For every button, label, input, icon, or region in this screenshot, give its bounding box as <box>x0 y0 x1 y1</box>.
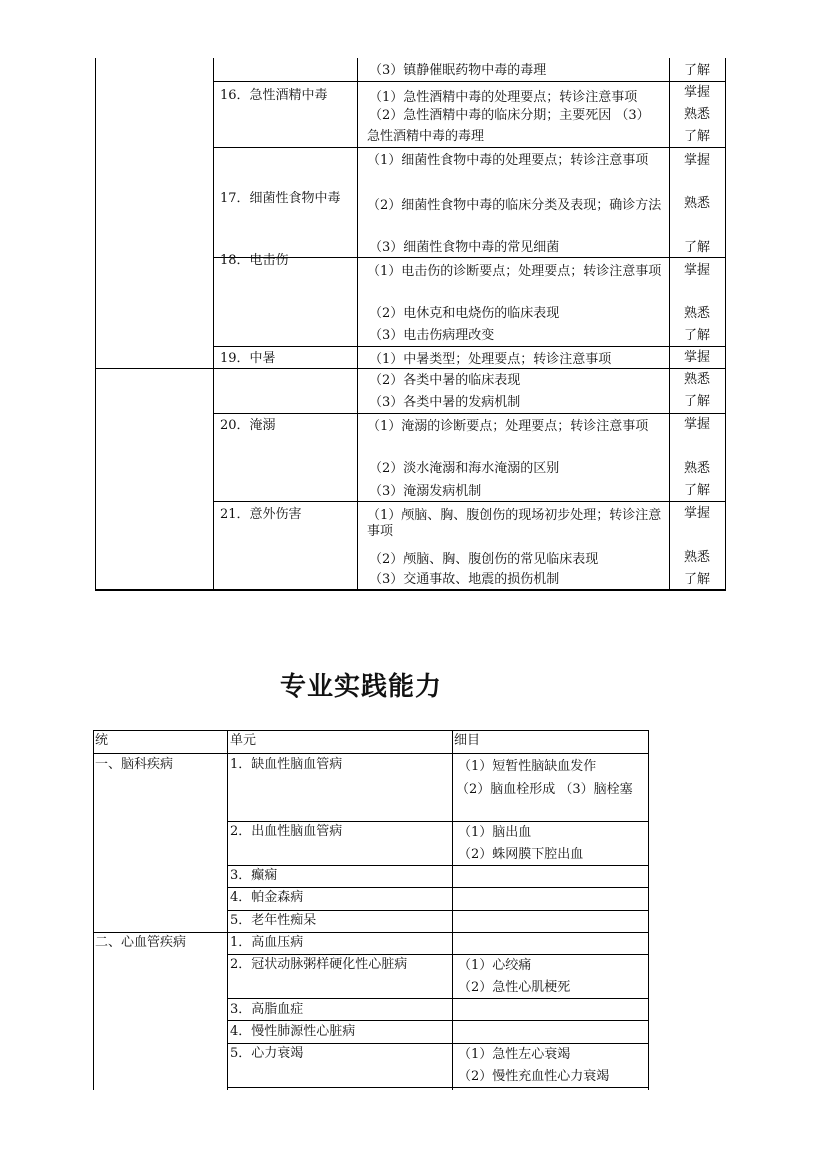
item-text: （3）交通事故、地震的损伤机制 <box>369 572 560 587</box>
level-badge: 掌握 <box>684 153 711 168</box>
item-text: （1）淹溺的诊断要点；处理要点；转诊注意事项 <box>367 419 649 434</box>
table-rule <box>213 501 726 502</box>
table-rule <box>93 730 649 731</box>
table-rule <box>227 910 649 911</box>
table-border <box>725 58 726 590</box>
unit-label: 3．癫痫 <box>230 868 278 883</box>
level-badge: 了解 <box>684 394 711 409</box>
table-rule <box>213 346 726 347</box>
level-badge: 掌握 <box>684 350 711 365</box>
item-text: （3）电击伤病理改变 <box>369 328 495 343</box>
table-rule <box>93 932 649 933</box>
table-rule <box>227 865 649 866</box>
unit-label: 2．出血性脑血管病 <box>230 824 343 839</box>
table-rule <box>227 1043 649 1044</box>
table-rule <box>213 257 726 258</box>
table-rule <box>213 413 726 414</box>
system-label: 一、脑科疾病 <box>95 757 174 772</box>
level-badge: 熟悉 <box>684 196 711 211</box>
level-badge: 熟悉 <box>684 461 711 476</box>
system-label: 二、心血管疾病 <box>95 935 187 950</box>
item-text: （2）各类中暑的临床表现 <box>369 373 521 388</box>
unit-label: 20．淹溺 <box>220 418 276 433</box>
level-badge: 熟悉 <box>684 550 711 565</box>
unit-label: 17．细菌性食物中毒 <box>220 191 341 206</box>
table-rule <box>227 887 649 888</box>
table-rule <box>213 81 726 82</box>
level-badge: 掌握 <box>684 85 711 100</box>
table-border <box>213 58 214 590</box>
unit-label: 4．慢性肺源性心脏病 <box>230 1024 356 1039</box>
detail-text: （1）心绞痛 <box>458 958 532 973</box>
unit-label: 2．冠状动脉粥样硬化性心脏病 <box>230 957 408 972</box>
table-rule <box>95 368 726 369</box>
item-text: （1）中暑类型；处理要点；转诊注意事项 <box>369 352 612 367</box>
table-rule <box>95 589 726 591</box>
section-title: 专业实践能力 <box>280 672 443 702</box>
level-badge: 了解 <box>684 483 711 498</box>
unit-label: 21．意外伤害 <box>220 507 302 522</box>
header-unit: 单元 <box>230 733 257 748</box>
table-rule <box>93 753 649 754</box>
level-badge: 了解 <box>684 240 711 255</box>
header-system: 统 <box>95 733 109 748</box>
level-badge: 熟悉 <box>684 372 711 387</box>
unit-label: 16．急性酒精中毒 <box>220 88 328 103</box>
level-badge: 熟悉 <box>684 107 711 122</box>
unit-label: 4．帕金森病 <box>230 890 304 905</box>
table-rule <box>227 821 649 822</box>
item-text: （3）淹溺发病机制 <box>369 484 482 499</box>
table-border <box>93 730 94 1090</box>
item-text: （3）镇静催眠药物中毒的毒理 <box>369 63 547 78</box>
level-badge: 掌握 <box>684 417 711 432</box>
item-text: （3）各类中暑的发病机制 <box>369 395 521 410</box>
unit-label: 1．缺血性脑血管病 <box>230 757 343 772</box>
level-badge: 了解 <box>684 328 711 343</box>
level-badge: 掌握 <box>684 506 711 521</box>
item-text: （1）电击伤的诊断要点；处理要点；转诊注意事项 <box>367 264 662 279</box>
item-text: （1）急性酒精中毒的处理要点；转诊注意事项 <box>369 90 638 105</box>
detail-text: （2）蛛网膜下腔出血 <box>458 847 584 862</box>
item-text: 急性酒精中毒的毒理 <box>367 129 485 144</box>
detail-text: （2）脑血栓形成 （3）脑栓塞 <box>456 782 633 797</box>
level-badge: 了解 <box>684 572 711 587</box>
level-badge: 了解 <box>684 63 711 78</box>
table-rule <box>213 147 726 148</box>
table-rule <box>227 998 649 999</box>
unit-label: 3．高脂血症 <box>230 1002 304 1017</box>
detail-text: （1）脑出血 <box>458 825 532 840</box>
unit-label: 1．高血压病 <box>230 935 304 950</box>
table-border <box>95 58 96 590</box>
table-border <box>357 58 358 590</box>
level-badge: 掌握 <box>684 263 711 278</box>
level-badge: 熟悉 <box>684 306 711 321</box>
level-badge: 了解 <box>684 129 711 144</box>
unit-label: 19．中暑 <box>220 351 276 366</box>
item-text: （2）急性酒精中毒的临床分期；主要死因 （3） <box>369 108 650 123</box>
detail-text: （1）急性左心衰竭 <box>458 1047 571 1062</box>
item-text: （1）细菌性食物中毒的处理要点；转诊注意事项 <box>367 153 649 168</box>
header-detail: 细目 <box>454 733 481 748</box>
item-text: （2）细菌性食物中毒的临床分类及表现；确诊方法 <box>367 198 662 213</box>
table-rule <box>227 954 649 955</box>
item-text: （2）电休克和电烧伤的临床表现 <box>369 306 560 321</box>
item-text: （3）细菌性食物中毒的常见细菌 <box>369 240 560 255</box>
unit-label: 5．心力衰竭 <box>230 1046 304 1061</box>
item-text: （2）淡水淹溺和海水淹溺的区别 <box>369 461 560 476</box>
detail-text: （2）慢性充血性心力衰竭 <box>458 1069 610 1084</box>
unit-label: 5．老年性痴呆 <box>230 913 317 928</box>
table-rule <box>227 1087 649 1088</box>
table-rule <box>227 1020 649 1021</box>
detail-text: （2）急性心肌梗死 <box>458 980 571 995</box>
table-border <box>669 58 670 590</box>
detail-text: （1）短暂性脑缺血发作 <box>458 759 597 774</box>
unit-label: 18．电击伤 <box>220 253 289 268</box>
item-text: （2）颅脑、胸、腹创伤的常见临床表现 <box>369 552 599 567</box>
item-text: （1）颅脑、胸、腹创伤的现场初步处理；转诊注意事项 <box>367 508 662 539</box>
